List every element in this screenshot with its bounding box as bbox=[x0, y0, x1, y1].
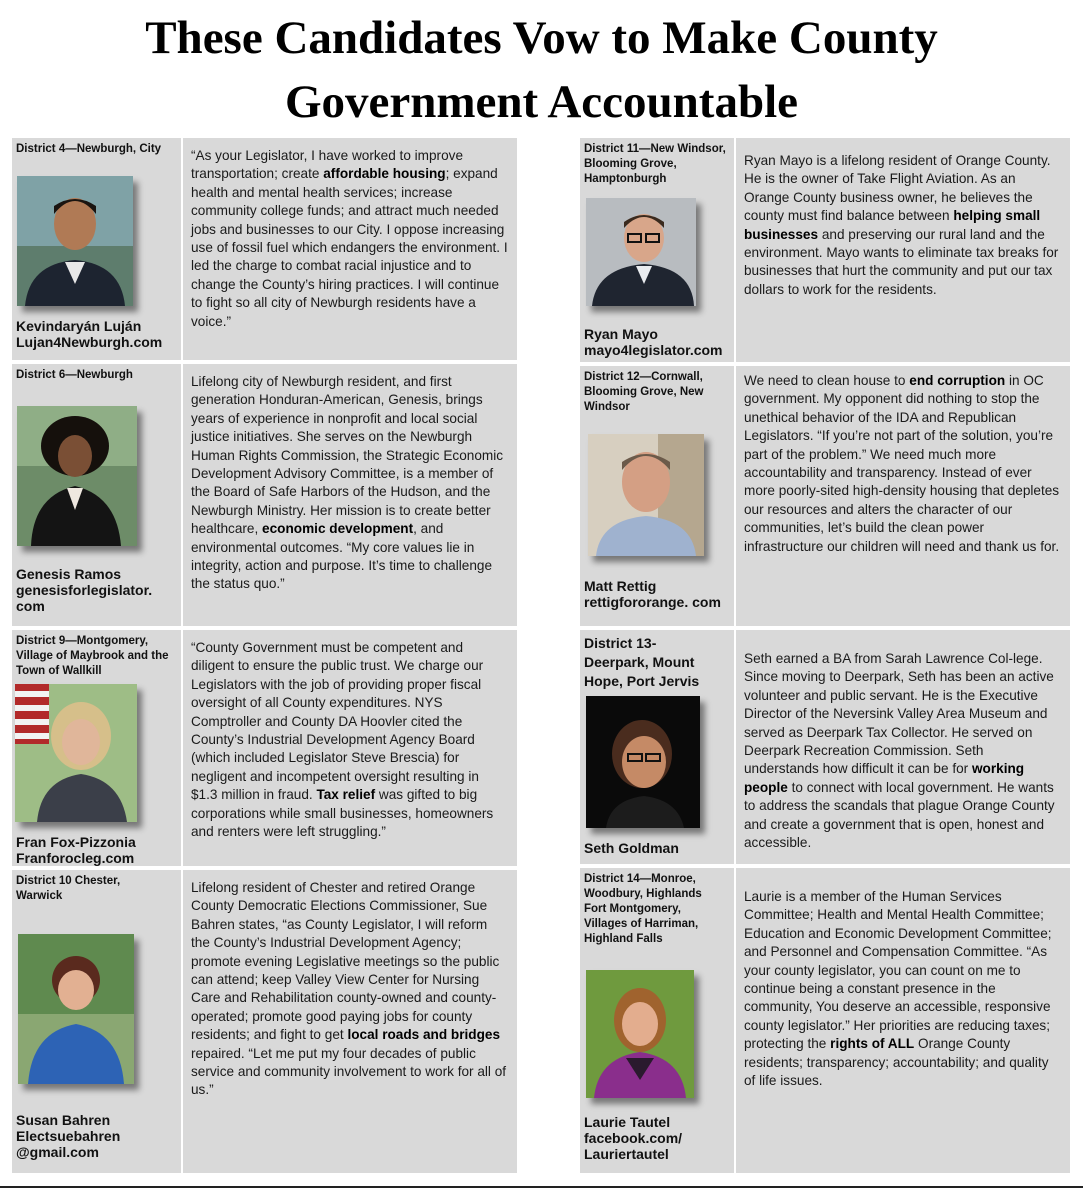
district-label: District 13- Deerpark, Mount Hope, Port Jervis bbox=[584, 635, 700, 689]
candidate-card-district-6 bbox=[12, 364, 181, 626]
emphasis-text: working people bbox=[744, 761, 1025, 795]
website-line: genesisforlegislator. bbox=[16, 582, 153, 598]
candidate-photo-fox-pizzonia bbox=[15, 684, 137, 822]
website-line: Lauriertautel bbox=[584, 1146, 669, 1162]
statement-text: Seth earned a BA from Sarah Lawrence Col-lege. Since moving to Deerpark, Seth has been an active volunteer and public servant. He is the Executive Director of the Neversink Valley Area Museum and served as Deerpark Tax Collector. He served on Deerpark Recreation Commission. Seth understands how difficult it can be for bbox=[744, 651, 1054, 777]
portrait-image bbox=[17, 176, 133, 306]
statement-text: Orange County residents; transparency; accountability; and quality of life issues. bbox=[744, 1036, 1049, 1089]
district-label: District 6—Newburgh bbox=[16, 369, 133, 381]
name-line: Fran Fox-Pizzonia bbox=[16, 834, 136, 850]
candidate-statement bbox=[736, 138, 1070, 362]
statement-text: to connect with local government. He wants to address the scandals that plague Orange County and create a government that is open, honest and accessible. bbox=[744, 779, 1055, 851]
statement-text: Lifelong city of Newburgh resident, and first generation Honduran-American, Genesis, brings years of experience in nonprofit and local social justice initiatives. She serves on the Newburgh Human Rights Commission, the Strategic Economic Development Advisory Committee, is a member of the Board of Safe Harbors of the Hudson, and the Newburgh Ministry. Her mission is to create better healthcare, bbox=[191, 374, 504, 537]
district-label: District 12—Cornwall, Blooming Grove, New Windsor bbox=[584, 371, 704, 413]
candidate-statement bbox=[183, 870, 517, 1173]
district-label: District 4—Newburgh, City bbox=[16, 143, 162, 155]
statement-text: was gifted to big corporations while small businesses, homeowners and renters were left struggling.” bbox=[191, 787, 494, 840]
name-line: Matt Rettig bbox=[584, 578, 657, 594]
candidate-photo-goldman bbox=[586, 696, 700, 828]
candidate-card-district-12 bbox=[580, 366, 734, 626]
name-line: Seth Goldman bbox=[584, 840, 679, 856]
portrait-image bbox=[586, 696, 700, 828]
statement-text: We need to clean house to bbox=[744, 373, 910, 388]
statement-text: repaired. “Let me put my four decades of public service and community involvement to work for all of us.” bbox=[191, 1045, 507, 1098]
portrait-image bbox=[18, 934, 134, 1084]
district-label: District 11—New Windsor, Blooming Grove, Hamptonburgh bbox=[584, 143, 726, 185]
headline-line-2: Government Accountable bbox=[284, 76, 799, 128]
candidate-name bbox=[16, 566, 152, 614]
name-line: Kevindaryán Luján bbox=[16, 318, 142, 334]
emphasis-text: helping small businesses bbox=[744, 208, 1041, 242]
emphasis-text: affordable housing bbox=[323, 166, 446, 182]
statement-text: ; expand health and mental health services; increase community college funds; and attract much needed jobs and businesses to our City. I oppose increasing use of fossil fuel which endangers the environment. I led the charge to combat racial injustice and to change the County’s hiring practices. I will continue to fight so all city of Newburgh residents have a voice.” bbox=[191, 166, 508, 329]
name-line: Susan Bahren bbox=[16, 1112, 111, 1128]
emphasis-text: end corruption bbox=[909, 373, 1006, 388]
statement-text: “As your Legislator, I have worked to improve transportation; create bbox=[191, 148, 464, 182]
headline-line-1: These Candidates Vow to Make County bbox=[145, 12, 938, 64]
website-line: facebook.com/ bbox=[584, 1130, 683, 1146]
candidate-name bbox=[16, 834, 136, 866]
candidate-card-district-13 bbox=[580, 630, 734, 864]
website-line: @gmail.com bbox=[16, 1144, 99, 1160]
candidate-statement bbox=[736, 630, 1070, 864]
statement-text: Laurie is a member of the Human Services Committee; Health and Mental Health Committee; Education and Economic Development Committee; and Personnel and Compensation Committee. “As your county legislator, you can count on me to continue being a constant presence in the community, You deserve an accessible, responsive county legislator.” Her priorities are reducing taxes; protecting the bbox=[744, 889, 1052, 1052]
name-line: Genesis Ramos bbox=[16, 566, 122, 582]
candidate-card-district-9 bbox=[12, 630, 181, 866]
candidate-name bbox=[584, 1114, 682, 1162]
candidate-card-district-10 bbox=[12, 870, 181, 1173]
emphasis-text: economic development bbox=[262, 521, 414, 537]
statement-text: in OC government. My opponent did nothing to stop the unethical behavior of the IDA and Republican Legislators. “If you’re not part of the solution, you’re part of the problem.” We need much more accountability and transparency. Instead of ever more poorly-sited high-density housing that depletes our resources and alters the character of our communities, let’s build the clean power infrastructure our children will need and thank us for. bbox=[744, 373, 1060, 554]
candidate-photo-bahren bbox=[18, 934, 134, 1084]
candidate-card-district-4 bbox=[12, 138, 181, 360]
emphasis-text: Tax relief bbox=[316, 787, 376, 803]
portrait-image bbox=[17, 406, 137, 546]
candidate-photo-tautel bbox=[586, 970, 694, 1098]
candidate-name bbox=[584, 578, 721, 610]
statement-text: Lifelong resident of Chester and retired Orange County Democratic Elections Commissioner, Sue Bahren states, “as County Legislator, I will reform the County’s Industrial Development Agency; promote evening Legislative meetings so the public can attend; keep Valley View Center for Nursing Care and Rehabilitation county-owned and county-operated; promote good paying jobs for county residents; and fight to get bbox=[191, 880, 500, 1043]
candidate-name bbox=[16, 318, 162, 350]
candidate-statement bbox=[183, 138, 517, 360]
headline bbox=[0, 6, 1083, 134]
candidate-statement bbox=[736, 868, 1070, 1173]
website-line: Electsuebahren bbox=[16, 1128, 121, 1144]
emphasis-text: rights of ALL bbox=[830, 1036, 915, 1052]
candidate-photo-ramos bbox=[17, 406, 137, 546]
portrait-image bbox=[586, 198, 696, 306]
portrait-image bbox=[15, 684, 137, 822]
candidate-name bbox=[584, 840, 679, 856]
bottom-rule bbox=[0, 1186, 1083, 1188]
candidate-photo-mayo bbox=[586, 198, 696, 306]
website-line: Franforocleg.com bbox=[16, 850, 135, 866]
candidate-statement bbox=[183, 364, 517, 626]
candidate-name bbox=[16, 1112, 120, 1160]
candidate-card-district-11 bbox=[580, 138, 734, 362]
candidate-card-district-14 bbox=[580, 868, 734, 1173]
candidate-photo-rettig bbox=[588, 434, 704, 556]
emphasis-text: local roads and bridges bbox=[347, 1027, 501, 1043]
candidate-statement bbox=[736, 366, 1070, 626]
name-line: Ryan Mayo bbox=[584, 326, 658, 342]
website-line: mayo4legislator.com bbox=[584, 342, 723, 358]
portrait-image bbox=[588, 434, 704, 556]
district-label: District 14—Monroe, Woodbury, Highlands Fort Montgomery, Villages of Harriman, Highland Falls bbox=[584, 873, 702, 945]
candidate-photo-lujan bbox=[17, 176, 133, 306]
statement-text: , and environmental outcomes. “My core values lie in integrity, action and purpose. It’s time to challenge the status quo.” bbox=[191, 521, 493, 592]
website-line: Lujan4Newburgh.com bbox=[16, 334, 163, 350]
statement-text: Ryan Mayo is a lifelong resident of Orange County. He is the owner of Take Flight Aviation. As an Orange County business owner, he believes the county must find balance between bbox=[744, 153, 1051, 224]
name-line: Laurie Tautel bbox=[584, 1114, 671, 1130]
candidate-statement bbox=[183, 630, 517, 866]
portrait-image bbox=[586, 970, 694, 1098]
website-line: com bbox=[16, 598, 45, 614]
statement-text: “County Government must be competent and diligent to ensure the public trust. We charge our Legislators with the job of providing proper fiscal oversight of all County expenditures. NYS Comptroller and County DA Hoovler cited the County’s Industrial Development Agency Board (which included Legislator Steve Brescia) for negligent and incompetent oversight resulting in $1.3 million in fraud. bbox=[191, 640, 484, 803]
district-label: District 10 Chester, Warwick bbox=[16, 875, 121, 902]
district-label: District 9—Montgomery, Village of Maybrook and the Town of Wallkill bbox=[16, 635, 169, 677]
candidate-name bbox=[584, 326, 723, 358]
website-line: rettigfororange. com bbox=[584, 594, 721, 610]
statement-text: and preserving our rural land and the environment. Mayo wants to eliminate tax breaks for businesses that hurt the community and put our tax dollars to work for the residents. bbox=[744, 226, 1059, 297]
